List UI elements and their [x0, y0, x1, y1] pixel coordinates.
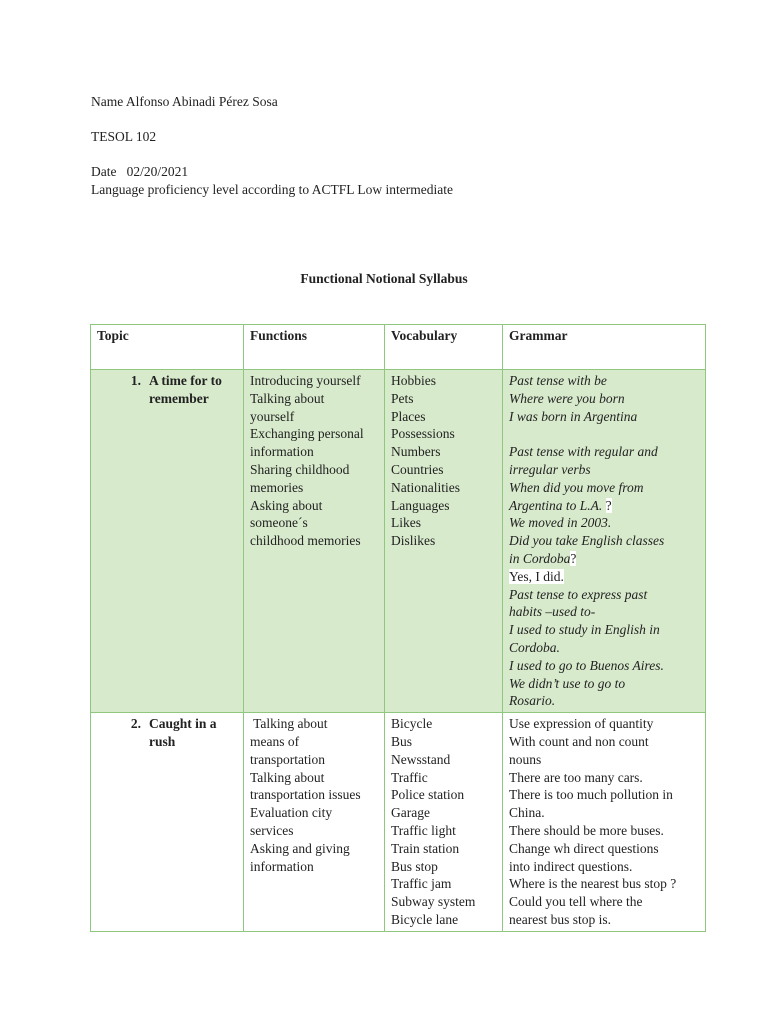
- list-item: yourself: [250, 408, 295, 424]
- question-mark: ?: [605, 497, 612, 513]
- list-item: When did you move from: [509, 479, 644, 495]
- question-mark: ?: [570, 550, 577, 566]
- topic-title-line: rush: [149, 733, 176, 749]
- list-item: Numbers: [391, 444, 441, 460]
- list-item: Where were you born: [509, 390, 625, 406]
- list-item: I used to go to Buenos Aires.: [509, 657, 664, 673]
- list-item: childhood memories: [250, 533, 361, 549]
- list-item: Talking about: [250, 390, 325, 406]
- list-item: Bus stop: [391, 858, 438, 874]
- list-item: [509, 550, 699, 568]
- grammar-text: Yes, I did.: [509, 568, 564, 584]
- list-item: Nationalities: [391, 479, 460, 495]
- topic-title-line: remember: [149, 390, 209, 406]
- list-item: means of: [250, 733, 300, 749]
- list-item: Hobbies: [391, 373, 436, 388]
- proficiency-level: Language proficiency level according to ACTFL Low intermediate: [91, 182, 453, 197]
- list-item: There should be more buses.: [509, 822, 664, 838]
- document-header: [91, 93, 453, 199]
- list-item: Did you take English classes: [509, 533, 665, 549]
- list-item: Languages: [391, 497, 450, 513]
- list-item: information: [250, 858, 314, 874]
- list-item: Past tense to express past: [509, 586, 648, 602]
- list-item: [509, 497, 699, 515]
- list-item: transportation: [250, 751, 325, 767]
- list-item: Train station: [391, 840, 460, 856]
- vocabulary-cell: [385, 370, 503, 713]
- syllabus-table: [90, 324, 706, 932]
- list-item: Evaluation city: [250, 805, 333, 821]
- list-item: Countries: [391, 461, 444, 477]
- list-item: Newsstand: [391, 751, 451, 767]
- list-item: Possessions: [391, 426, 455, 442]
- list-item: transportation issues: [250, 787, 361, 803]
- list-item: Talking about: [250, 716, 328, 732]
- list-item: memories: [250, 479, 304, 495]
- header-topic: Topic: [91, 325, 244, 370]
- header-vocabulary: Vocabulary: [385, 325, 503, 370]
- list-item: Subway system: [391, 894, 476, 910]
- course-code: TESOL 102: [91, 129, 157, 144]
- list-item: Dislikes: [391, 533, 436, 549]
- functions-cell: [244, 713, 385, 932]
- list-item: Bus: [391, 733, 413, 749]
- document-title: Functional Notional Syllabus: [300, 271, 468, 286]
- table-row: [91, 370, 706, 713]
- table-row: [91, 713, 706, 932]
- list-item: Traffic: [391, 769, 428, 785]
- list-item: Bicycle: [391, 716, 433, 732]
- table-header-row: [91, 325, 706, 370]
- list-item: Past tense with regular and: [509, 444, 658, 460]
- list-item: Traffic light: [391, 822, 456, 838]
- topic-title-line: A time for to: [149, 373, 222, 388]
- list-item: irregular verbs: [509, 461, 591, 477]
- list-item: information: [250, 444, 314, 460]
- list-item: Asking and giving: [250, 840, 350, 856]
- list-item: We didn’t use to go to: [509, 675, 626, 691]
- list-item: We moved in 2003.: [509, 515, 612, 531]
- list-item: I used to study in English in: [509, 622, 660, 638]
- list-item: Sharing childhood: [250, 461, 350, 477]
- list-item: Police station: [391, 787, 465, 803]
- list-item: services: [250, 822, 294, 838]
- topic-number: 2.: [130, 716, 141, 732]
- list-item: Bicycle lane: [391, 911, 459, 927]
- grammar-cell: [503, 713, 706, 932]
- topic-cell: [91, 713, 244, 932]
- list-item: Garage: [391, 805, 430, 821]
- list-item: Likes: [391, 515, 421, 531]
- grammar-text: in Cordoba: [509, 550, 571, 566]
- topic-cell: [91, 370, 244, 713]
- header-grammar: Grammar: [503, 325, 706, 370]
- grammar-text: Argentina to L.A.: [509, 497, 603, 513]
- spacer: [509, 425, 699, 443]
- topic-number: 1.: [130, 373, 141, 388]
- list-item: I was born in Argentina: [509, 408, 638, 424]
- list-item: Asking about: [250, 497, 323, 513]
- grammar-cell: [503, 370, 706, 713]
- list-item: Could you tell where the: [509, 894, 643, 910]
- list-item: With count and non count: [509, 733, 649, 749]
- list-item: nearest bus stop is.: [509, 911, 611, 927]
- vocabulary-cell: [385, 713, 503, 932]
- functions-cell: [244, 370, 385, 713]
- list-item: Places: [391, 408, 426, 424]
- list-item: There is too much pollution in: [509, 787, 673, 803]
- topic-title-line: Caught in a: [149, 716, 217, 732]
- list-item: China.: [509, 805, 545, 821]
- date-line: Date 02/20/2021: [91, 164, 189, 179]
- list-item: Where is the nearest bus stop ?: [509, 876, 677, 892]
- list-item: Pets: [391, 390, 414, 406]
- list-item: someone´s: [250, 515, 308, 531]
- list-item: into indirect questions.: [509, 858, 633, 874]
- list-item: habits –used to-: [509, 604, 596, 620]
- list-item: Exchanging personal: [250, 426, 364, 442]
- list-item: [509, 568, 699, 586]
- list-item: Use expression of quantity: [509, 716, 654, 732]
- header-functions: Functions: [244, 325, 385, 370]
- list-item: Cordoba.: [509, 639, 560, 655]
- list-item: There are too many cars.: [509, 769, 643, 785]
- list-item: Past tense with be: [509, 373, 607, 388]
- student-name: Name Alfonso Abinadi Pérez Sosa: [91, 94, 278, 109]
- list-item: Introducing yourself: [250, 373, 361, 388]
- list-item: nouns: [509, 751, 542, 767]
- list-item: Talking about: [250, 769, 325, 785]
- list-item: Change wh direct questions: [509, 840, 659, 856]
- list-item: Rosario.: [509, 693, 556, 709]
- list-item: Traffic jam: [391, 876, 452, 892]
